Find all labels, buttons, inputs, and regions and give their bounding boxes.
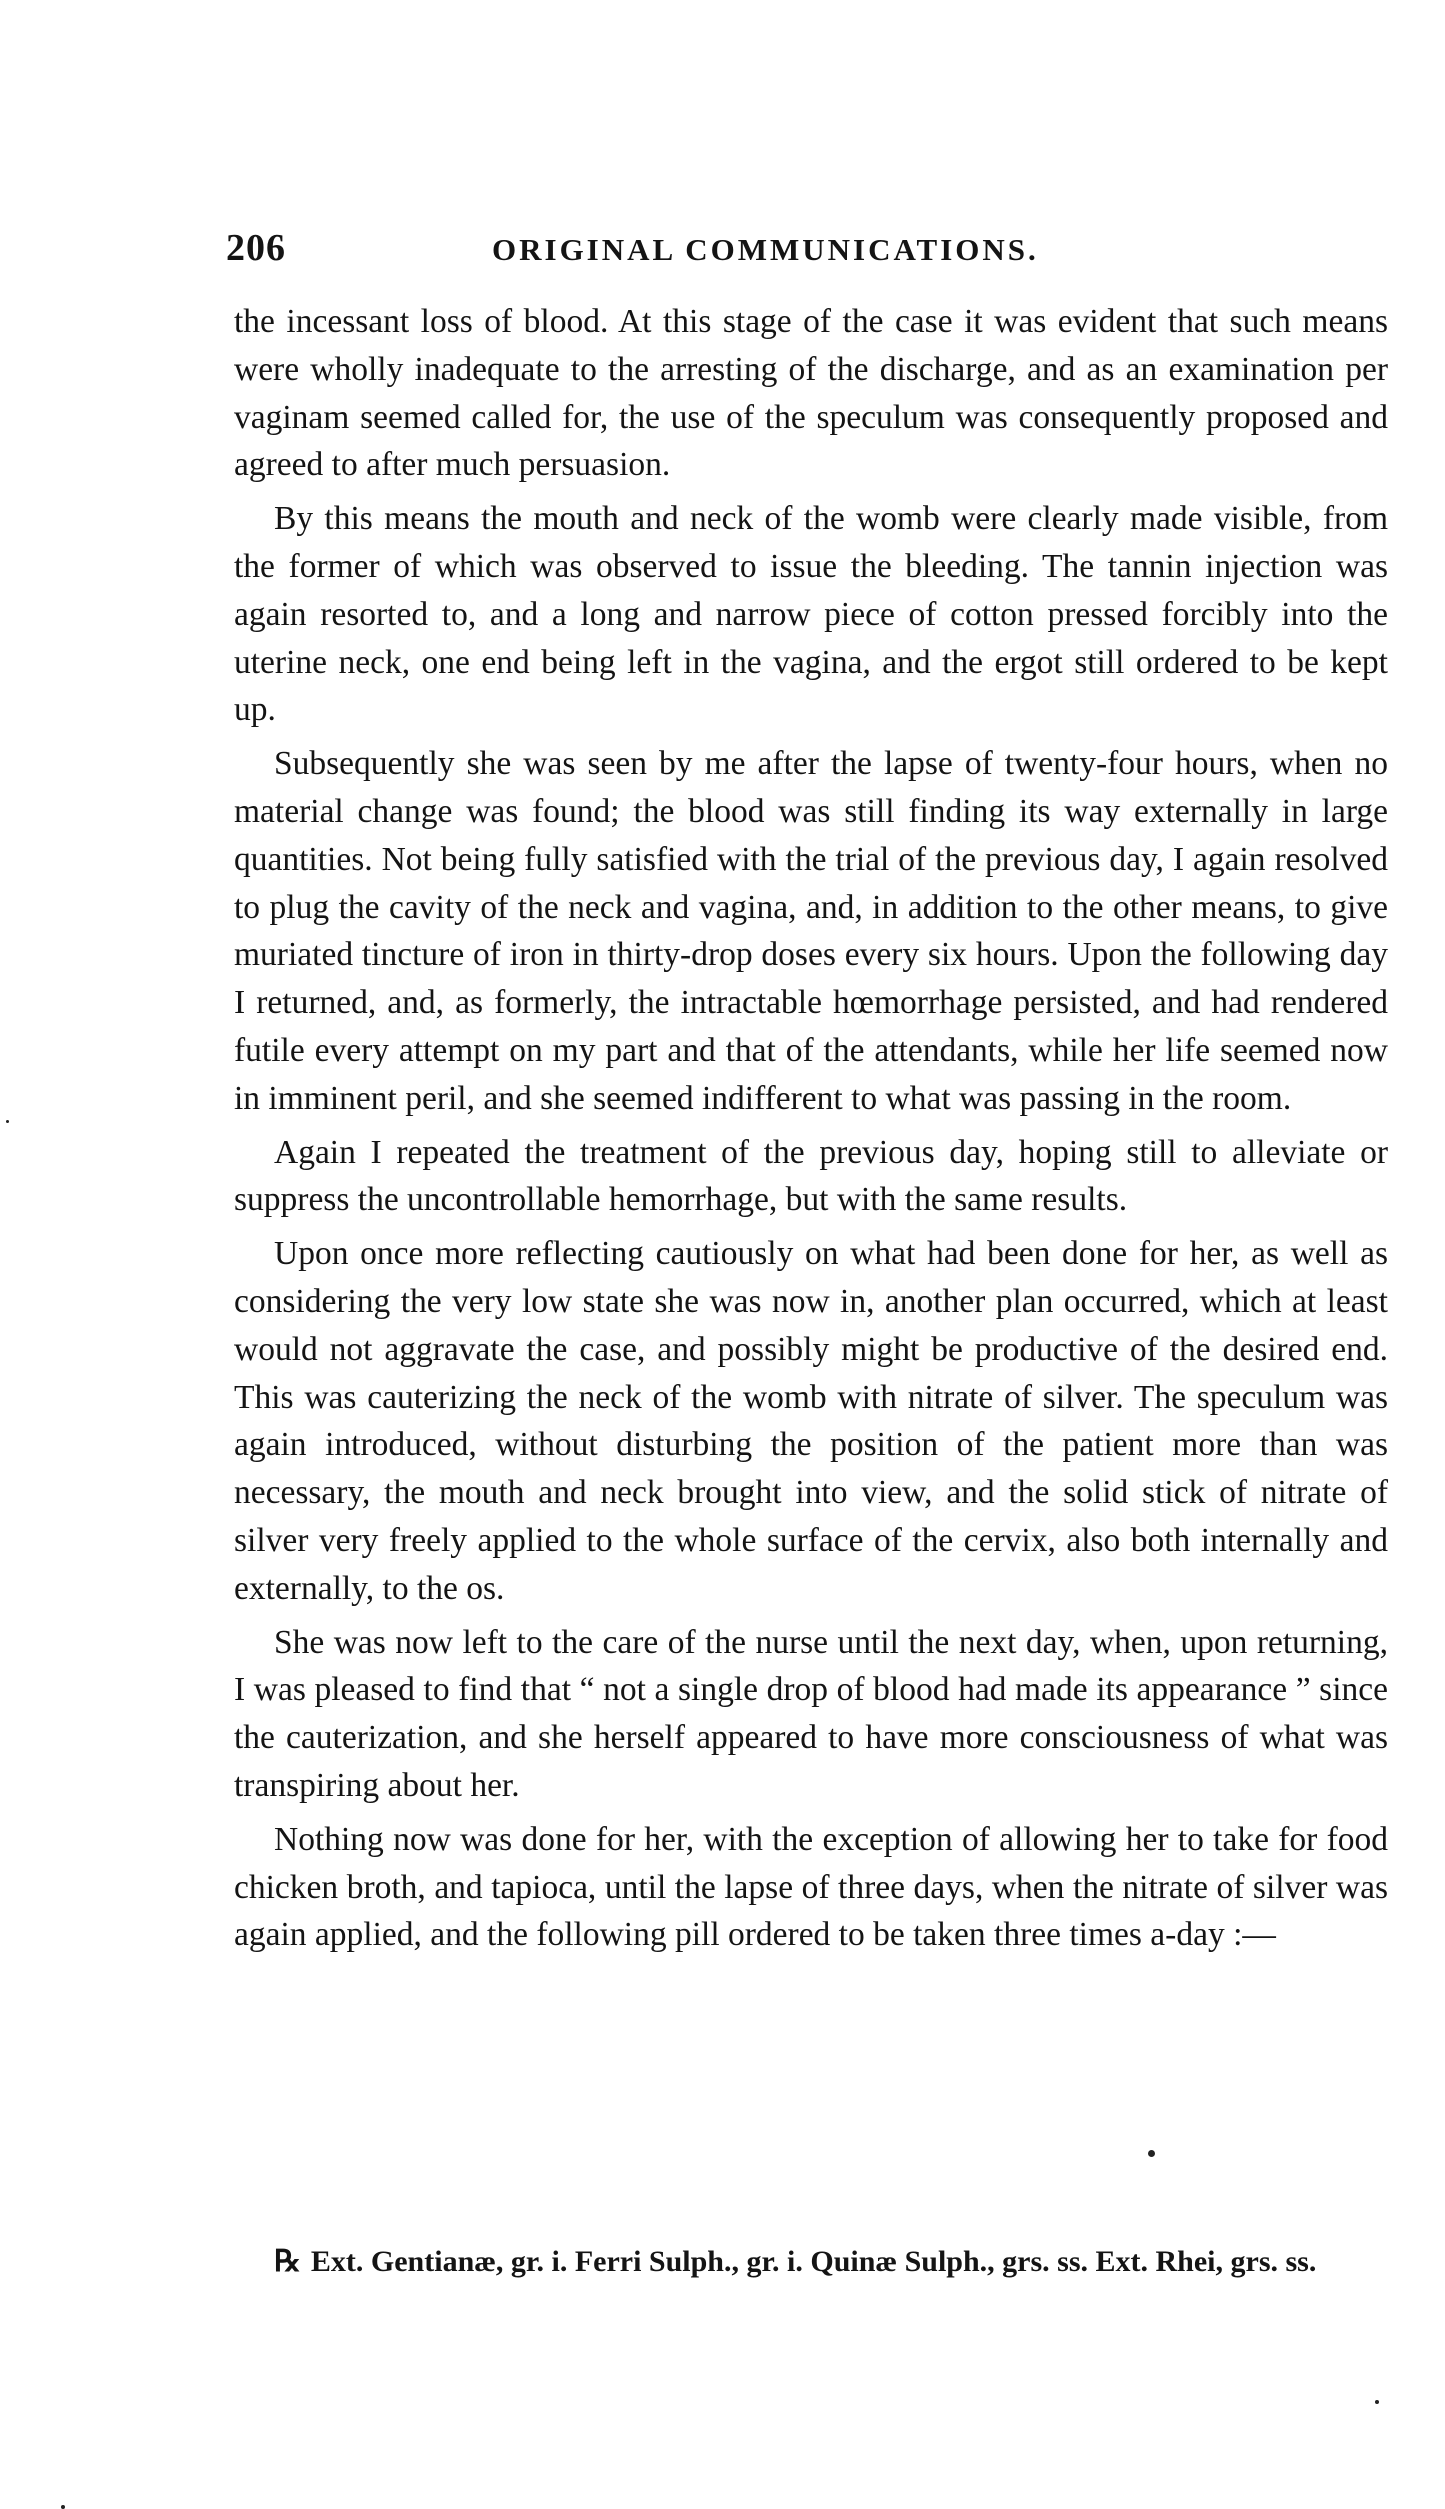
page-number: 206 [226, 227, 286, 269]
ink-speck [1375, 2400, 1379, 2404]
ink-speck [61, 2505, 65, 2509]
prescription [234, 2240, 1388, 2284]
paragraph: the incessant loss of blood. At this stage of the case it was evident that such means were wholly inadequate to the arresting of the discharge, and as an examination per vaginam seemed called for, the use of the speculum was consequently proposed and agreed to after much persuasion. [234, 303, 1388, 484]
paragraph: Nothing now was done for her, with the exception of allowing her to take for food chicken broth, and tapioca, until the lapse of three days, when the nitrate of silver was again applied, and the following pill ordered to be taken three times a-day :— [234, 1820, 1388, 1954]
paragraph: Upon once more reflecting cautiously on what had been done for her, as well as considering the very low state she was now in, another plan occurred, which at least would not aggravate the case, and possibly might be productive of the desired end. This was cauterizing the neck of the womb with nitrate of silver. The speculum was again introduced, without disturbing the position of the patient more than was necessary, the mouth and neck brought into view, and the solid stick of nitrate of silver very freely applied to the whole surface of the cervix, also both internally and externally, to the os. [234, 1235, 1388, 1607]
section-title: ORIGINAL COMMUNICATIONS. [492, 232, 1039, 267]
ink-speck [1148, 2150, 1155, 2157]
running-head [226, 226, 1396, 286]
rx-symbol: ℞ [274, 2245, 301, 2278]
prescription-text: Ext. Gentianæ, gr. i. Ferri Sulph., gr. i. Quinæ Sulph., grs. ss. Ext. Rhei, grs. ss. [310, 2245, 1317, 2278]
paragraph: By this means the mouth and neck of the womb were clearly made visible, from the former of which was observed to issue the bleeding. The tannin injection was again resorted to, and a long and narrow piece of cotton pressed forcibly into the uterine neck, one end being left in the vagina, and the ergot still ordered to be kept up. [234, 500, 1388, 729]
body-text [234, 298, 1388, 1965]
paragraph: Subsequently she was seen by me after the lapse of twenty-four hours, when no material change was found; the blood was still finding its way externally in large quantities. Not being fully satisfied with the trial of the previous day, I again resolved to plug the cavity of the neck and vagina, and, in addition to the other means, to give muriated tincture of iron in thirty-drop doses every six hours. Upon the following day I returned, and, as formerly, the intractable hœmorrhage persisted, and had rendered futile every attempt on my part and that of the attendants, while her life seemed now in imminent peril, and she seemed indifferent to what was passing in the room. [234, 745, 1388, 1117]
paragraph: She was now left to the care of the nurse until the next day, when, upon returning, I was pleased to find that “ not a single drop of blood had made its appearance ” since the cauterization, and she herself appeared to have more consciousness of what was transpiring about her. [234, 1623, 1388, 1804]
ink-speck [6, 1120, 9, 1123]
paragraph: Again I repeated the treatment of the previous day, hoping still to alleviate or suppress the uncontrollable hemorrhage, but with the same results. [234, 1133, 1388, 1219]
